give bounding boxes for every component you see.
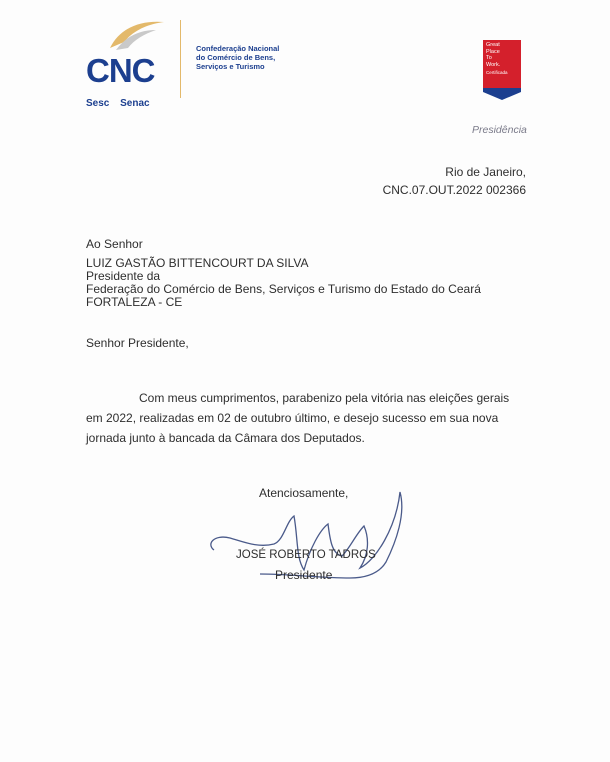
greeting: Senhor Presidente, [86,336,189,350]
gptw-badge [483,40,521,100]
body-line: em 2022, realizadas em 02 de outubro último, e desejo sucesso em sua nova [86,411,499,425]
cnc-logo [84,18,180,109]
recipient-name: LUIZ GASTÃO BITTENCOURT DA SILVA [86,256,309,270]
department-label: Presidência [472,124,527,136]
signer-name: JOSÉ ROBERTO TADROS [236,549,376,561]
recipient-location: FORTALEZA - CE [86,295,183,309]
badge-box [483,40,521,88]
org-name-line: Serviços e Turismo [196,62,265,71]
org-name-line: Confederação Nacional [196,44,280,53]
logo-subbrands [86,98,158,109]
badge-line: To [486,55,492,61]
body-line: Com meus cumprimentos, parabenizo pela vitória nas eleições gerais [139,391,510,405]
recipient-org: Federação do Comércio de Bens, Serviços e Turismo do Estado do Ceará [86,282,481,296]
sesc-label: Sesc [86,98,110,109]
letter-reference: CNC.07.OUT.2022 002366 [382,183,526,197]
senac-label: Senac [120,98,150,109]
recipient-title: Presidente da [86,269,161,283]
org-name-line: do Comércio de Bens, [196,53,276,62]
logo-text: CNC [86,52,155,89]
badge-tail-icon [483,88,521,100]
badge-line: Work. [486,61,501,68]
header-divider [180,20,181,98]
closing: Atenciosamente, [259,486,349,500]
body-line: jornada junto à bancada da Câmara dos Deputados. [86,431,365,445]
logo-swoosh-icon [106,18,166,52]
letter-city: Rio de Janeiro, [445,165,526,179]
badge-line: Great [486,42,500,48]
signer-title: Presidente [275,568,333,582]
badge-line: Certificada [486,70,508,75]
org-name [196,44,306,71]
badge-line: Place [486,48,500,55]
salutation-to: Ao Senhor [86,237,143,251]
